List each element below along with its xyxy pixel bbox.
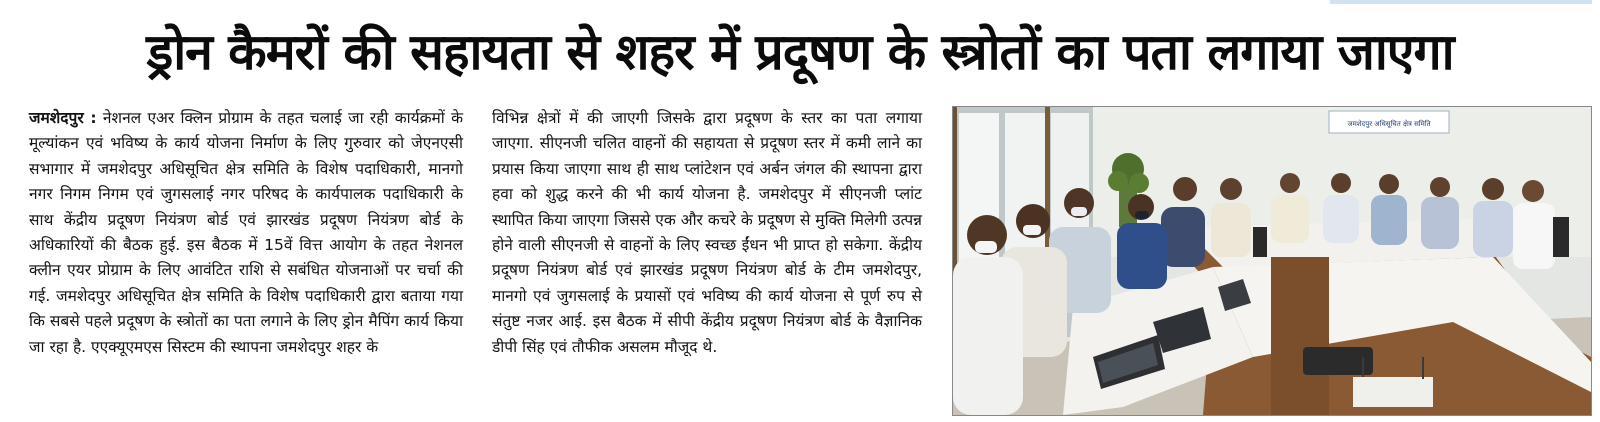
article-column-1-text: नेशनल एअर क्लिन प्रोग्राम के तहत चलाई जा रही कार्यक्रमों के मूल्यांकन एवं भविष्य के कार्य योजना निर्माण के लिए गुरुवार को जेएनएसी सभागार में जमशेदपुर अधिसूचित क्षेत्र समिति के विशेष पदाधिकारी, मानगो नगर निगम निगम एवं जुगसलाई नगर परिषद के कार्यपालक पदाधिकारी के साथ केंद्रीय प्रदूषण नियंत्रण बोर्ड एवं झारखंड प्रदूषण नियंत्रण बोर्ड के अधिकारियों की बैठक हुई. इस बैठक में 15वें वित्त आयोग के तहत नेशनल क्लीन एयर प्रोग्राम के लिए आवंटित राशि से सबंधित योजनाओं पर चर्चा की गई. जमशेदपुर अधिसूचित क्षेत्र समिति के विशेष पदाधिकारी द्वारा बताया गया कि सबसे पहले प्रदूषण के स्त्रोतों का पता लगाने के लिए ड्रोन मैपिंग कार्य किया जा रहा है. एएक्यूएमएस सिस्टम की स्थापना जमशेदपुर शहर के <box>29 109 464 356</box>
article-column-2-text: विभिन्न क्षेत्रों में की जाएगी जिसके द्वारा प्रदूषण के स्तर का पता लगाया जाएगा. सीएनजी चलित वाहनों की सहायता से प्रदूषण स्तर में कमी लाने का प्रयास किया जाएगा साथ ही साथ प्लांटेशन एवं अर्बन जंगल की स्थापना द्वारा हवा को शुद्ध करने की भी कार्य योजना है. जमशेदपुर में सीएनजी प्लांट स्थापित किया जाएगा जिससे एक और कचरे के प्रदूषण से मुक्ति मिलेगी उत्पन्न होने वाली सीएनजी से वाहनों के लिए स्वच्छ ईंधन भी प्राप्त हो सकेगा. केंद्रीय प्रदूषण नियंत्रण बोर्ड एवं झारखंड प्रदूषण नियंत्रण बोर्ड के टीम जमशेदपुर, मानगो एवं जुगसलाई के प्रयासों एवं भविष्य की कार्य योजना से पूर्ण रुप से संतुष्ट नजर आई. इस बैठक में सीपी केंद्रीय प्रदूषण नियंत्रण बोर्ड के वैज्ञानिक डीपी सिंह एवं तौफीक असलम मौजूद थे. <box>492 109 922 356</box>
top-rule <box>1330 0 1592 4</box>
dateline: जमशेदपुर : <box>29 109 97 127</box>
article-column-1 <box>29 106 463 360</box>
article-column-2 <box>492 106 922 360</box>
wall-sign: जमशेदपुर अधिसूचित क्षेत्र समिति <box>1347 120 1431 128</box>
meeting-photo <box>952 106 1592 416</box>
headline: ड्रोन कैमरों की सहायता से शहर में प्रदूषण के स्त्रोतों का पता लगाया जाएगा <box>146 23 1454 81</box>
